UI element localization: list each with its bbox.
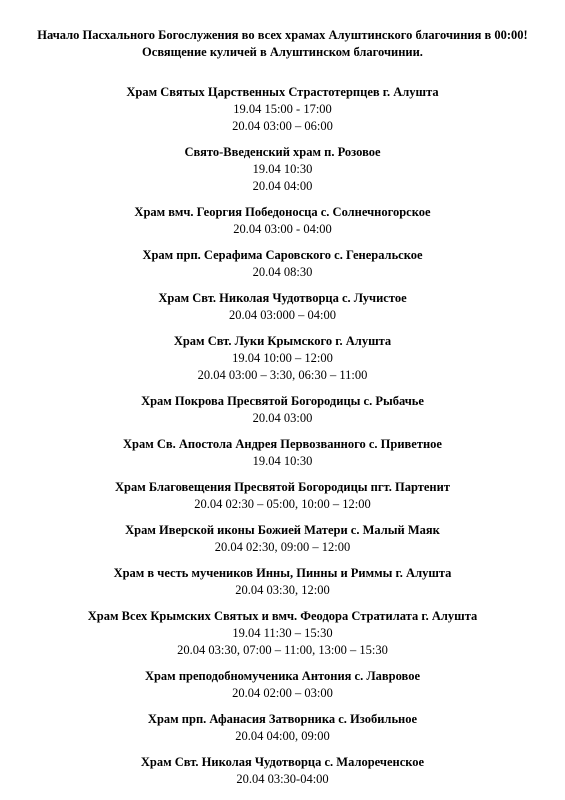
- church-times: [0, 685, 565, 702]
- church-name: Храм Свт. Николая Чудотворца с. Лучистое: [158, 291, 407, 305]
- church-name: Храм Иверской иконы Божией Матери с. Малый Маяк: [125, 523, 440, 537]
- service-time: 19.04 10:30: [252, 454, 313, 468]
- church-name: Храм прп. Афанасия Затворника с. Изобильное: [147, 712, 418, 726]
- document-header: [0, 27, 565, 61]
- church-name: Храм Покрова Пресвятой Богородицы с. Рыбачье: [141, 394, 424, 408]
- church-name: Храм преподобномученика Антония с. Лавровое: [144, 669, 421, 683]
- service-time: 20.04 02:30 – 05:00, 10:00 – 12:00: [194, 497, 371, 511]
- church-times: [0, 221, 565, 238]
- service-time: 20.04 03:00: [252, 411, 313, 425]
- church-times: [0, 410, 565, 427]
- church-entry: [0, 710, 565, 745]
- church-times: [0, 101, 565, 135]
- church-times: [0, 453, 565, 470]
- church-entry: [0, 203, 565, 238]
- header-line-2: Освящение куличей в Алуштинском благочинии.: [142, 45, 423, 59]
- service-time: 20.04 02:00 – 03:00: [232, 686, 333, 700]
- service-time: 19.04 11:30 – 15:30: [232, 626, 333, 640]
- church-times: [0, 539, 565, 556]
- church-times: [0, 264, 565, 281]
- church-times: [0, 350, 565, 384]
- church-name: Храм Благовещения Пресвятой Богородицы пгт. Партенит: [115, 480, 450, 494]
- service-time: 20.04 02:30, 09:00 – 12:00: [214, 540, 351, 554]
- service-time: 20.04 03:000 – 04:00: [229, 308, 336, 322]
- church-entry: [0, 607, 565, 659]
- church-list: [0, 83, 565, 788]
- church-entry: [0, 289, 565, 324]
- service-time: 20.04 04:00, 09:00: [235, 729, 330, 743]
- church-times: [0, 496, 565, 513]
- church-entry: [0, 83, 565, 135]
- service-time: 20.04 03:30, 12:00: [235, 583, 330, 597]
- church-entry: [0, 564, 565, 599]
- church-times: [0, 728, 565, 745]
- service-time: 20.04 03:00 – 3:30, 06:30 – 11:00: [197, 368, 368, 382]
- church-name: Храм Святых Царственных Страстотерпцев г. Алушта: [126, 85, 439, 99]
- church-name: Свято-Введенский храм п. Розовое: [184, 145, 381, 159]
- church-entry: [0, 667, 565, 702]
- service-time: 20.04 03:30, 07:00 – 11:00, 13:00 – 15:30: [177, 643, 388, 657]
- service-time: 20.04 08:30: [252, 265, 313, 279]
- church-entry: [0, 392, 565, 427]
- church-name: Храм Свт. Николая Чудотворца с. Малореченское: [140, 755, 425, 769]
- church-times: [0, 771, 565, 788]
- service-time: 19.04 15:00 - 17:00: [233, 102, 332, 116]
- service-time: 20.04 03:00 - 04:00: [233, 222, 332, 236]
- church-name: Храм в честь мучеников Инны, Пинны и Риммы г. Алушта: [113, 566, 452, 580]
- church-times: [0, 582, 565, 599]
- church-entry: [0, 435, 565, 470]
- service-time: 20.04 03:00 – 06:00: [232, 119, 333, 133]
- church-times: [0, 625, 565, 659]
- church-name: Храм прп. Серафима Саровского с. Генеральское: [142, 248, 423, 262]
- church-name: Храм Св. Апостола Андрея Первозванного с. Приветное: [123, 437, 442, 451]
- service-time: 20.04 03:30-04:00: [236, 772, 329, 786]
- church-entry: [0, 332, 565, 384]
- church-name: Храм Всех Крымских Святых и вмч. Феодора Стратилата г. Алушта: [87, 609, 478, 623]
- service-time: 20.04 04:00: [252, 179, 313, 193]
- church-entry: [0, 143, 565, 195]
- header-line-1: Начало Пасхального Богослужения во всех храмах Алуштинского благочиния в 00:00!: [37, 28, 528, 42]
- service-time: 19.04 10:30: [252, 162, 313, 176]
- church-entry: [0, 521, 565, 556]
- church-times: [0, 307, 565, 324]
- church-times: [0, 161, 565, 195]
- church-entry: [0, 753, 565, 788]
- church-entry: [0, 246, 565, 281]
- church-name: Храм Свт. Луки Крымского г. Алушта: [173, 334, 392, 348]
- church-name: Храм вмч. Георгия Победоносца с. Солнечногорское: [134, 205, 431, 219]
- service-time: 19.04 10:00 – 12:00: [232, 351, 333, 365]
- church-entry: [0, 478, 565, 513]
